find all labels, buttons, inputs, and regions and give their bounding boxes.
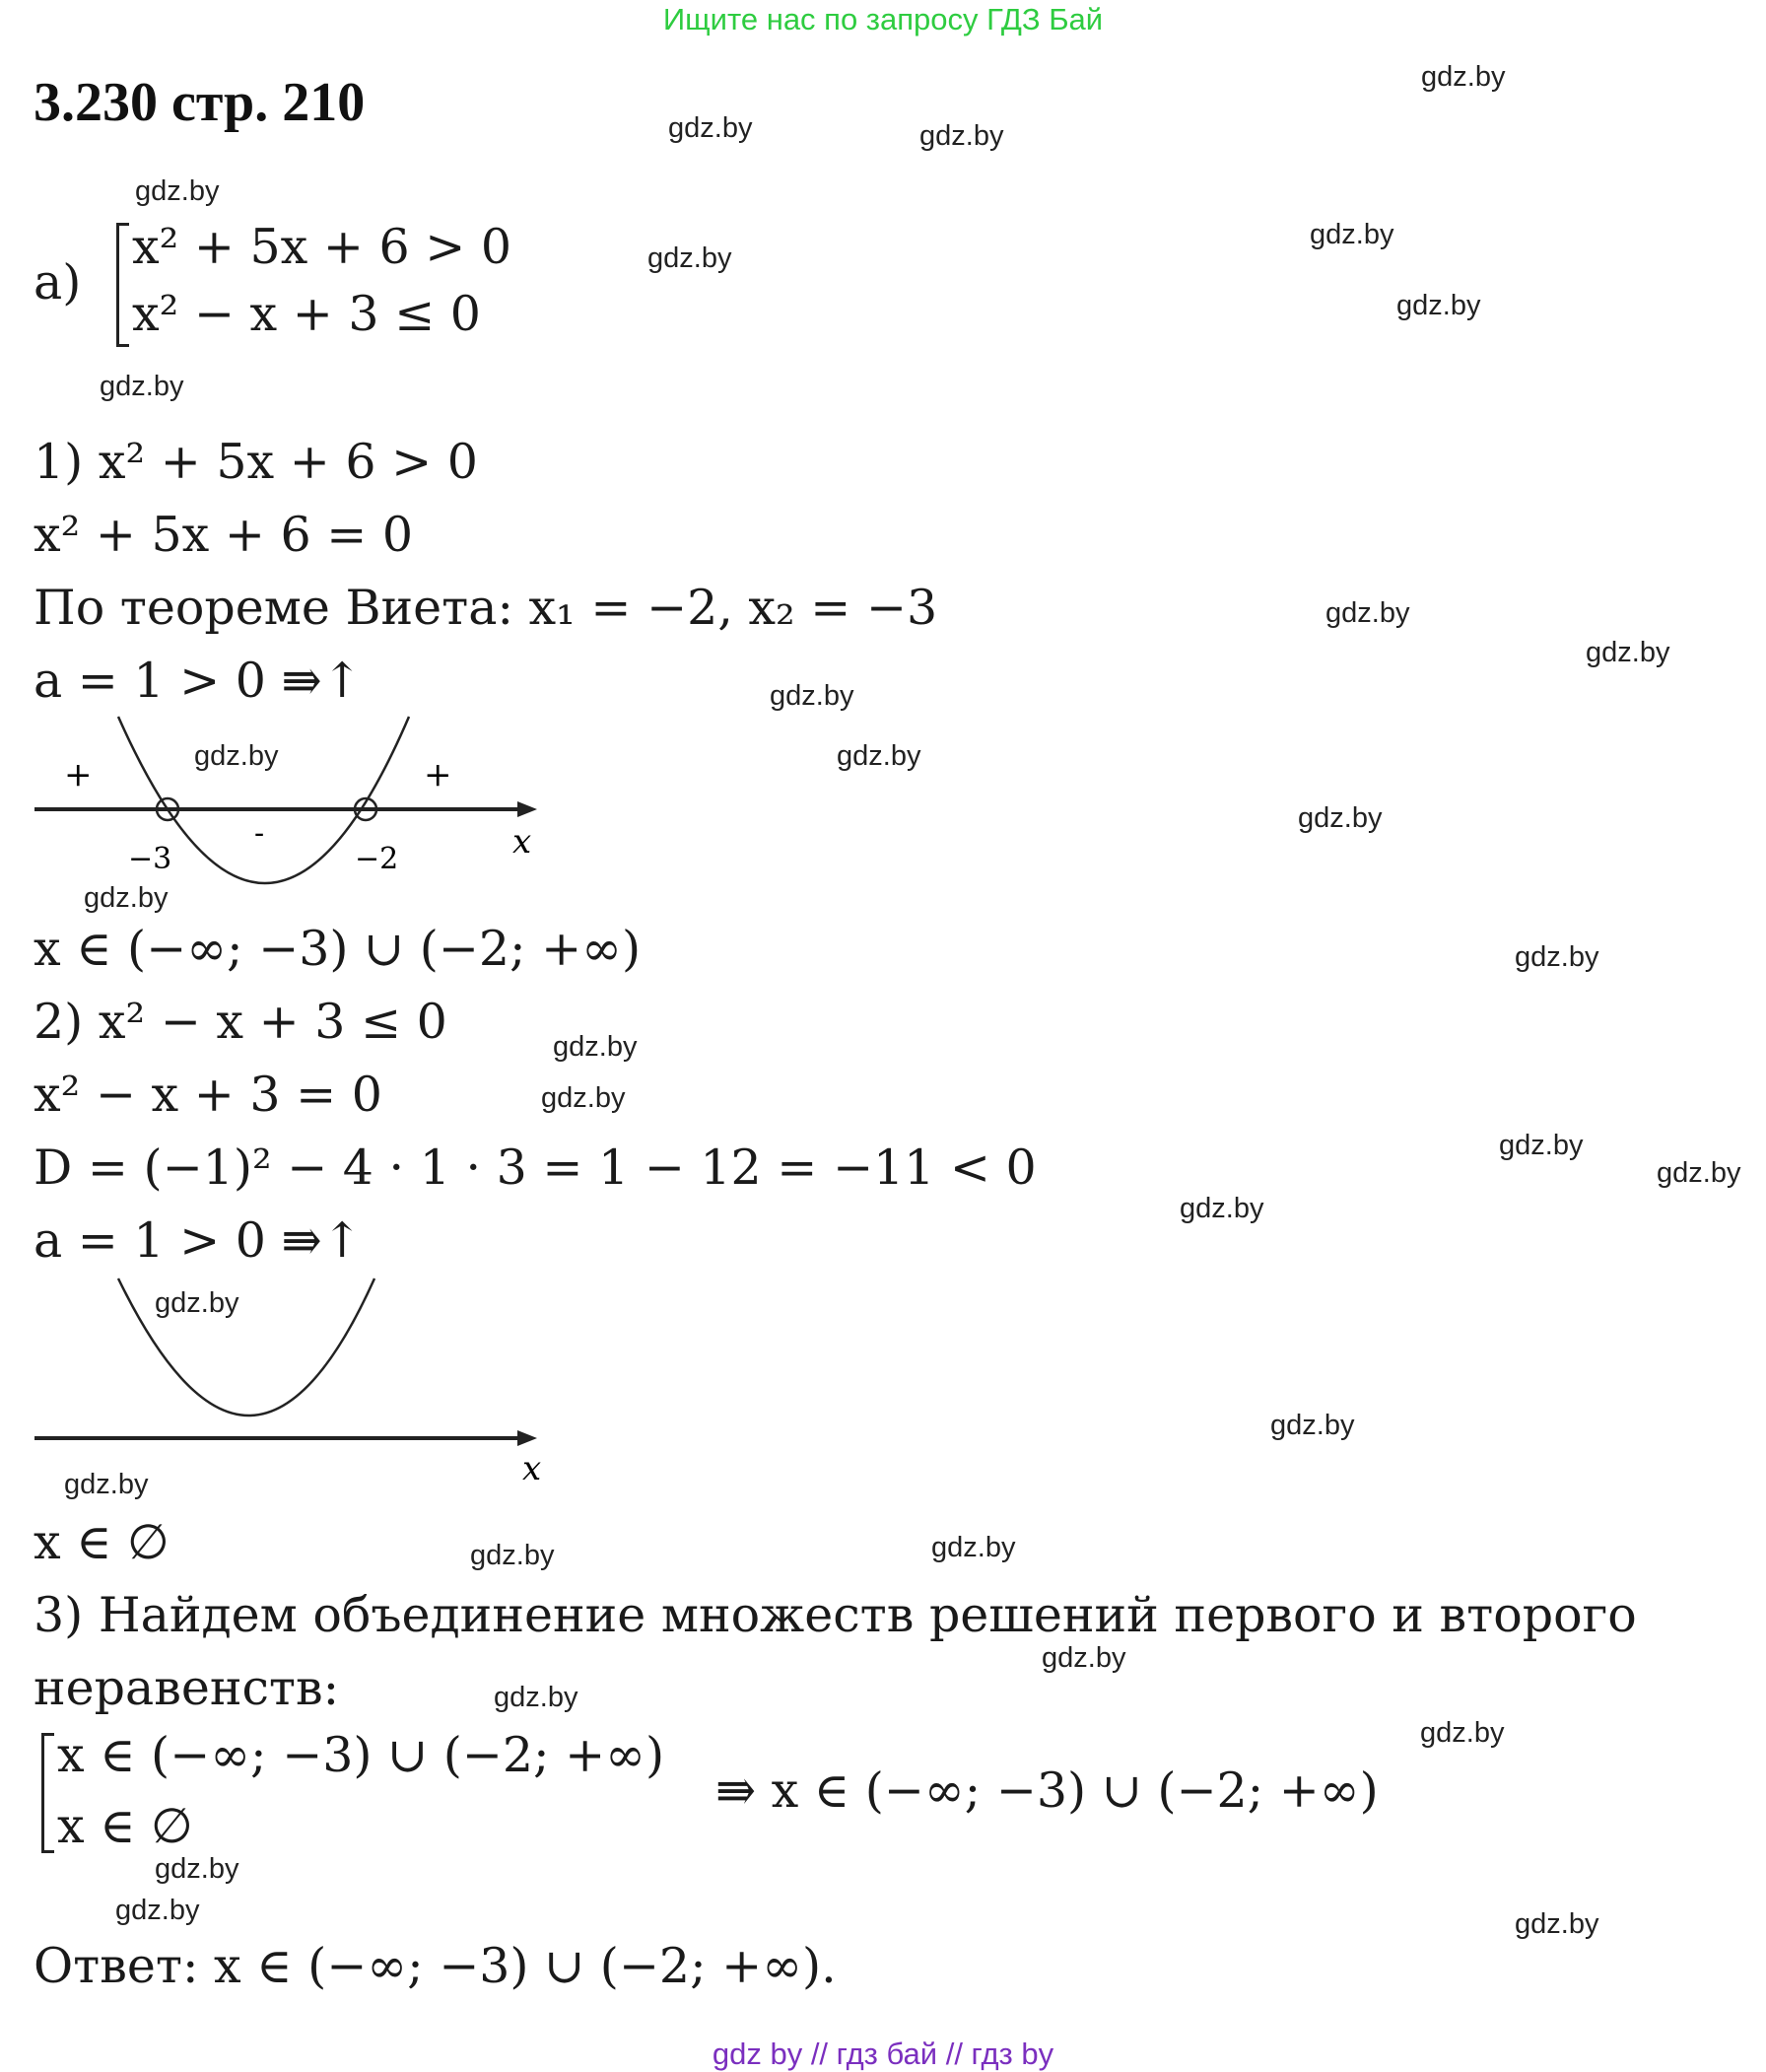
x-axis-arrow-1 bbox=[517, 801, 537, 817]
watermark: gdz.by bbox=[1657, 1157, 1741, 1189]
union-result: ⇛ x ∈ (−∞; −3) ∪ (−2; +∞) bbox=[715, 1762, 1379, 1819]
watermark: gdz.by bbox=[668, 112, 753, 144]
watermark: gdz.by bbox=[1180, 1193, 1264, 1224]
step2-discriminant: D = (−1)² − 4 · 1 · 3 = 1 − 12 = −11 < 0 bbox=[34, 1140, 1037, 1196]
watermark: gdz.by bbox=[100, 371, 184, 402]
watermark: gdz.by bbox=[647, 242, 732, 274]
step2-heading: 2) x² − x + 3 ≤ 0 bbox=[34, 994, 447, 1050]
footer-links[interactable]: gdz by // гдз бай // гдз by bbox=[712, 2037, 1054, 2071]
watermark: gdz.by bbox=[770, 680, 854, 712]
top-banner[interactable]: Ищите нас по запросу ГДЗ Бай bbox=[662, 2, 1104, 36]
watermark: gdz.by bbox=[1515, 941, 1599, 973]
union-line-1: x ∈ (−∞; −3) ∪ (−2; +∞) bbox=[57, 1727, 665, 1783]
step3-heading-line-2: неравенств: bbox=[34, 1660, 340, 1716]
answer: Ответ: x ∈ (−∞; −3) ∪ (−2; +∞). bbox=[34, 1938, 837, 1994]
root-right-label: −2 bbox=[355, 842, 399, 876]
sign-right: + bbox=[424, 755, 452, 794]
watermark: gdz.by bbox=[135, 175, 220, 207]
watermark: gdz.by bbox=[155, 1287, 239, 1319]
sign-left: + bbox=[64, 755, 93, 794]
root-left-label: −3 bbox=[128, 842, 172, 876]
graph-2 bbox=[30, 1277, 542, 1493]
watermark: gdz.by bbox=[194, 740, 279, 772]
watermark: gdz.by bbox=[1420, 1717, 1505, 1749]
watermark: gdz.by bbox=[1042, 1642, 1126, 1674]
sign-middle: - bbox=[254, 816, 265, 851]
system-line-1: x² + 5x + 6 > 0 bbox=[132, 219, 512, 275]
watermark: gdz.by bbox=[1298, 802, 1383, 834]
step2-solution: x ∈ ∅ bbox=[34, 1514, 170, 1570]
watermark: gdz.by bbox=[155, 1853, 239, 1885]
watermark: gdz.by bbox=[494, 1682, 578, 1713]
step1-solution: x ∈ (−∞; −3) ∪ (−2; +∞) bbox=[34, 921, 642, 977]
x-axis-label-1: x bbox=[512, 822, 532, 862]
watermark: gdz.by bbox=[1499, 1130, 1584, 1161]
watermark: gdz.by bbox=[1396, 290, 1481, 321]
system-bracket bbox=[116, 223, 129, 347]
step2-equation: x² − x + 3 = 0 bbox=[34, 1067, 382, 1123]
union-line-2: x ∈ ∅ bbox=[57, 1798, 193, 1854]
step3-heading-line-1: 3) Найдем объединение множеств решений первого и второго bbox=[34, 1587, 1637, 1643]
watermark: gdz.by bbox=[64, 1469, 149, 1500]
step1-heading: 1) x² + 5x + 6 > 0 bbox=[34, 434, 478, 490]
step1-equation: x² + 5x + 6 = 0 bbox=[34, 507, 414, 563]
watermark: gdz.by bbox=[1310, 219, 1394, 250]
x-axis-label-2: x bbox=[522, 1449, 542, 1488]
watermark: gdz.by bbox=[470, 1540, 555, 1571]
watermark: gdz.by bbox=[553, 1031, 638, 1063]
watermark: gdz.by bbox=[919, 120, 1004, 152]
watermark: gdz.by bbox=[1515, 1908, 1599, 1940]
system-line-2: x² − x + 3 ≤ 0 bbox=[132, 286, 481, 342]
union-bracket bbox=[41, 1733, 54, 1853]
watermark: gdz.by bbox=[931, 1532, 1016, 1563]
watermark: gdz.by bbox=[84, 882, 169, 914]
part-a-label: а) bbox=[34, 254, 82, 311]
step2-coefficient: a = 1 > 0 ⇛↑ bbox=[34, 1212, 363, 1269]
step1-coefficient: a = 1 > 0 ⇛↑ bbox=[34, 653, 363, 709]
problem-title: 3.230 стр. 210 bbox=[34, 72, 366, 133]
watermark: gdz.by bbox=[1421, 61, 1506, 93]
watermark: gdz.by bbox=[837, 740, 921, 772]
watermark: gdz.by bbox=[541, 1082, 626, 1114]
watermark: gdz.by bbox=[1270, 1410, 1355, 1441]
x-axis-arrow-2 bbox=[517, 1430, 537, 1446]
watermark: gdz.by bbox=[1325, 597, 1410, 629]
watermark: gdz.by bbox=[115, 1895, 200, 1926]
step1-vieta: По теореме Виета: x₁ = −2, x₂ = −3 bbox=[34, 580, 938, 636]
watermark: gdz.by bbox=[1586, 637, 1670, 668]
